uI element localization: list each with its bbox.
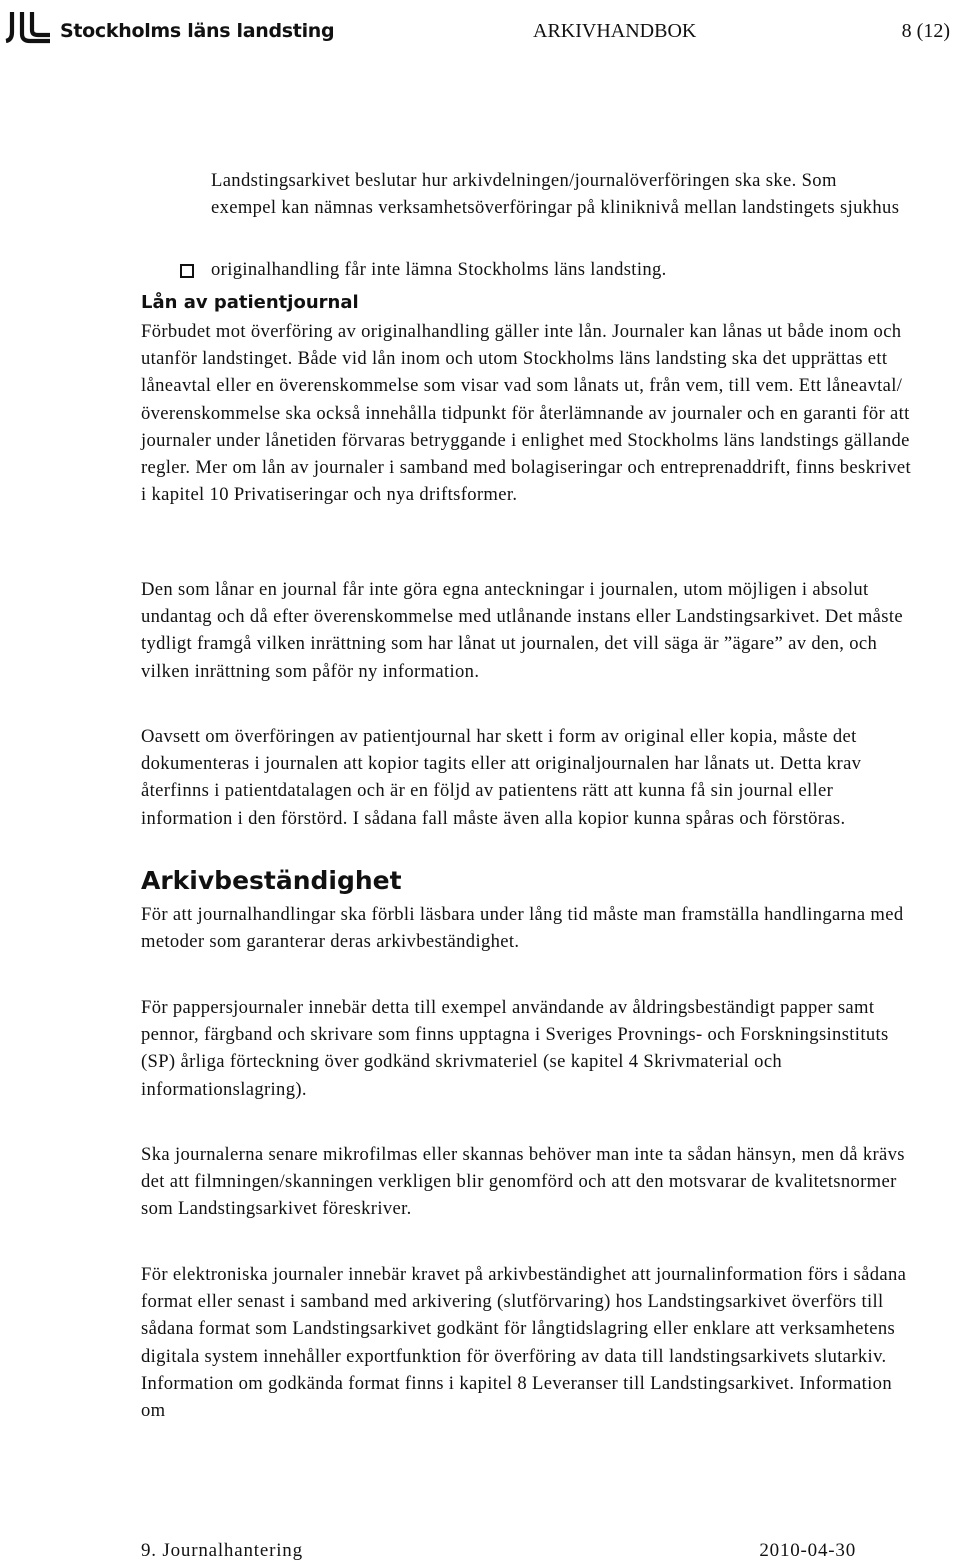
- paragraph: För att journalhandlingar ska förbli läsbara under lång tid måste man framställa handlingarna med metoder som garanterar deras arkivbeständighet.: [141, 904, 904, 953]
- document-title: ARKIVHANDBOK: [533, 20, 697, 42]
- bullet-text: originalhandling får inte lämna Stockholms läns landsting.: [211, 259, 667, 280]
- page-number: 8 (12): [901, 20, 950, 42]
- section-heading-loan: Lån av patientjournal: [141, 292, 359, 313]
- organization-logo: [4, 10, 334, 44]
- intro-paragraph: Landstingsarkivet beslutar hur arkivdelningen/journalöverföringen ska ske. Som exempel kan nämnas verksamhetsöverföringar på kliniknivå mellan landstingets sjukhus: [211, 170, 900, 218]
- list-item: [180, 259, 667, 281]
- paragraph: För elektroniska journaler innebär kravet på arkivbeständighet att journalinformation förs i sådana format eller senast i samband med arkivering (slutförvaring) hos Landstingsarkivet överförs till sådana format som Landstingsarkivet godkänt för långtidslagring eller enklare att verksamhetens digitala system innehåller exportfunktion för överföring av data till landstingsarkivets slutarkiv. Information om godkända format finns i kapitel 8 Leveranser till Landstingsarkivet. Information om: [141, 1264, 907, 1422]
- sll-logo-icon: [4, 10, 52, 44]
- footer-date: 2010-04-30: [759, 1540, 856, 1561]
- paragraph: För pappersjournaler innebär detta till exempel användande av åldringsbeständigt papper samt pennor, färgband och skrivare som finns upptagna i Sveriges Provnings- och Forskningsinstituts (SP) årliga förteckning över godkänd skrivmateriel (se kapitel 4 Skrivmaterial och informationslagring).: [141, 997, 889, 1100]
- paragraph: Ska journalerna senare mikrofilmas eller skannas behöver man inte ta sådan hänsyn, men då krävs det att filmningen/skanningen verkligen blir genomförd och att den motsvarar de kvalitetsnormer som Landstingsarkivet föreskriver.: [141, 1144, 905, 1220]
- paragraph: Oavsett om överföringen av patientjournal har skett i form av original eller kopia, måste det dokumenteras i journalen att kopior tagits eller att originaljournalen har lånats ut. Detta krav återfinns i patientdatalagen och är en följd av patientens rätt att kunna få sin journal eller information i den förstörd. I sådana fall måste även alla kopior kunna spåras och förstöras.: [141, 726, 862, 829]
- paragraph: Den som lånar en journal får inte göra egna anteckningar i journalen, utom möjligen i absolut undantag och då efter överenskommelse med utlånande instans eller Landstingsarkivet. Det måste tydligt framgå vilken inrättning som har lånat ut journalen, det vill säga är ”ägare” av den, och vilken inrättning som påför ny information.: [141, 579, 903, 682]
- section-heading-archive: Arkivbeständighet: [141, 866, 402, 895]
- footer-chapter: 9. Journalhantering: [141, 1540, 303, 1561]
- paragraph: Förbudet mot överföring av originalhandling gäller inte lån. Journaler kan lånas ut både inom och utanför landstinget. Både vid lån inom och utom Stockholms läns landsting ska det upprättas ett låneavtal eller en överenskommelse som visar vad som lånats ut, från vem, till vem. Ett låneavtal/överenskommelse ska också innehålla tidpunkt för återlämnande av journaler och en garanti för att journaler under lånetiden förvaras betryggande i enlighet med Stockholms läns landstings gällande regler. Mer om lån av journaler i samband med bolagiseringar och entreprenaddrift, finns beskrivet i kapitel 10 Privatiseringar och nya driftsformer.: [141, 321, 912, 506]
- checkbox-bullet-icon: [180, 264, 194, 278]
- logo-wordmark: Stockholms läns landsting: [60, 20, 335, 42]
